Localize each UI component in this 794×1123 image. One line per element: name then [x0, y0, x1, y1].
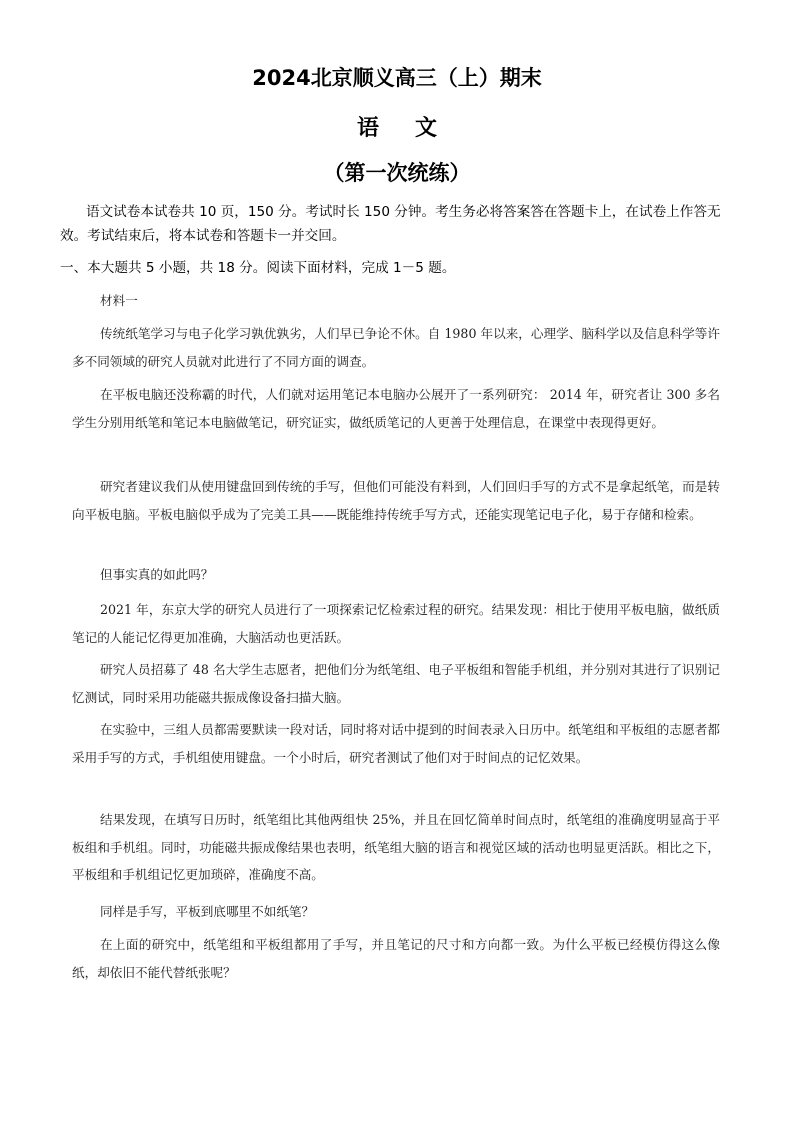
- exam-subtitle: （第一次统练）: [323, 161, 471, 185]
- paragraph: 但事实真的如此吗？: [100, 567, 214, 582]
- paragraph: 研究人员招募了 48 名大学生志愿者，把他们分为纸笔组、电子平板组和智能手机组，并分别对其进行了识别记忆测试，同时采用功能磁共振成像设备扫描大脑。: [72, 662, 720, 705]
- paragraph: 研究者建议我们从使用键盘回到传统的手写，但他们可能没有料到，人们回归手写的方式不是拿起纸笔，而是转向平板电脑。平板电脑似乎成为了完美工具——既能维持传统手写方式，还能实现笔记电子化，易于存储和检索。: [72, 479, 720, 522]
- section-heading: 一、本大题共 5 小题，共 18 分。阅读下面材料，完成 1－5 题。: [60, 260, 456, 276]
- exam-title: 2024北京顺义高三（上）期末: [252, 66, 542, 90]
- paragraph: 结果发现，在填写日历时，纸笔组比其他两组快 25%，并且在回忆简单时间点时，纸笔组的准确度明显高于平板组和手机组。同时，功能磁共振成像结果也表明，纸笔组大脑的语言和视觉区域的活动也明显更活跃。相比之下，平板组和手机组记忆更加琐碎，准确度不高。: [72, 812, 720, 882]
- paragraph: 在上面的研究中，纸笔组和平板组都用了手写，并且笔记的尺寸和方向都一致。为什么平板已经模仿得这么像纸，却依旧不能代替纸张呢？: [72, 937, 720, 980]
- paragraph: 2021 年，东京大学的研究人员进行了一项探索记忆检索过程的研究。结果发现：相比于使用平板电脑，做纸质笔记的人能记忆得更加准确，大脑活动也更活跃。: [72, 602, 720, 645]
- exam-instructions: 语文试卷本试卷共 10 页，150 分。考试时长 150 分钟。考生务必将答案答在答题卡上，在试卷上作答无效。考试结束后，将本试卷和答题卡一并交回。: [60, 204, 721, 244]
- paragraph: 同样是手写，平板到底哪里不如纸笔？: [100, 904, 315, 919]
- paragraph: 在平板电脑还没称霸的时代，人们就对运用笔记本电脑办公展开了一系列研究： 2014 年，研究者让 300 多名学生分别用纸笔和笔记本电脑做笔记，研究证实，做纸质笔记的人更善于处理信息，在课堂中表现得更好。: [72, 387, 720, 430]
- subject-title: 语文: [356, 116, 473, 141]
- paragraph: 在实验中，三组人员都需要默读一段对话，同时将对话中提到的时间表录入日历中。纸笔组和平板组的志愿者都采用手写的方式，手机组使用键盘。一个小时后，研究者测试了他们对于时间点的记忆效果。: [72, 722, 720, 765]
- material-label: 材料一: [100, 293, 138, 308]
- paragraph: 传统纸笔学习与电子化学习孰优孰劣，人们早已争论不休。自 1980 年以来，心理学、脑科学以及信息科学等许多不同领域的研究人员就对此进行了不同方面的调查。: [72, 326, 720, 369]
